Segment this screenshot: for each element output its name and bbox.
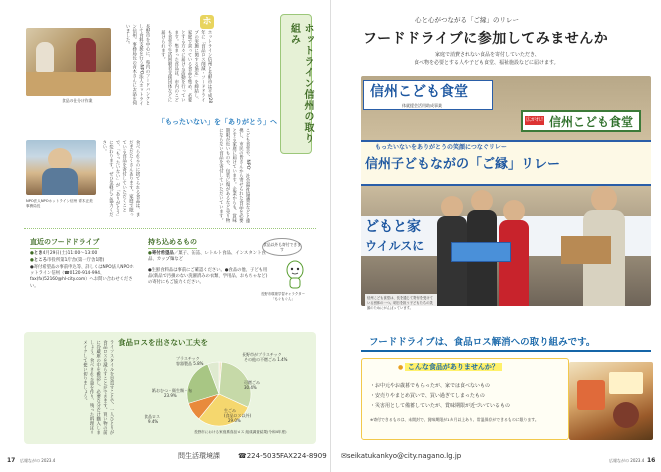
center-fold xyxy=(330,0,331,472)
pie-label-8: 生ごみ xyxy=(224,408,236,413)
loss-section-text: ライフスタイルを見直すことで、一人ひとりが食品ロスを減らすことができます。買い物の前に冷蔵庫の中を確認し、必要な分だけ購入しましょう。食べきれる量を作り、残った料理はリメイクして使い切りましょう。 xyxy=(82,340,114,435)
footer-fax: FAX224-8909 xyxy=(280,452,327,460)
right-banner-text: 信州こども食堂 xyxy=(549,115,634,129)
such-case-box xyxy=(361,358,569,440)
banner-sub: 体就援会活用助成事業 xyxy=(402,103,442,108)
relay-banner xyxy=(361,140,651,186)
photo-caption-box xyxy=(365,294,437,316)
recent-fd-place: ●ところ市役所第1庁舎(第一庁舎1階) xyxy=(30,258,105,263)
right-subtitle: 心と心がつながる「ご縁」のリレー xyxy=(415,16,519,24)
bring-title: 持ち込めるもの xyxy=(148,238,197,249)
people-group xyxy=(441,186,641,306)
kodomo-shokudo-photo xyxy=(361,76,651,306)
right-column-text: こども食堂や、NPO、社会福祉協議会などと連携し、市民の皆さんから寄せられた食品を必要とする家庭に届けています。企業からも、賞味期限が近いものや、包装に傷があるなど売り物にならない食品を寄付していただいています。 xyxy=(218,128,250,224)
pie-label-0: 長野市がプラスチック xyxy=(242,352,282,357)
mascot-bubble xyxy=(262,238,302,256)
right-pub: 広報ながの 2023.4 xyxy=(609,458,645,463)
right-desc-2: 食べ物を必要とする人や子ども食堂、福祉施設などに届けます。 xyxy=(414,60,559,66)
bullet-3: ・災害用として備蓄していたが、賞味期限が近づいているもの xyxy=(370,403,511,409)
pie-label-9: (食品ロス以外) xyxy=(224,413,252,418)
footer-dept: 問生活環境課 xyxy=(178,452,220,460)
recent-fd-title: 直近のフードドライブ xyxy=(30,238,99,249)
mascot-caption: 長野市環境学習キャラクター「もぐもぐん」 xyxy=(260,292,305,301)
fd-heading xyxy=(361,337,651,352)
right-page-number: 16 xyxy=(647,457,656,464)
banner-small: 広がれ! xyxy=(526,117,544,123)
bring-items-label: 寄付希望品 xyxy=(151,251,174,256)
aoki-caption: NPO法人NPOホットライン信州 青木正美 事務局長 xyxy=(26,199,93,209)
bottom-banner-2: ウイルスに xyxy=(365,239,425,253)
pie-footer: 長野市における家庭系食品ロス 組成調査結果(令和4年度) xyxy=(194,430,287,434)
main-column-text: ホットライン信州と長野市は平成28年に「食品ロス削減・フードドライブの実施に関する協定」を締結し、家庭で余っている食品を集め、必要とする方々に届ける活動を行っています。集まった食品は、市内のこども食堂や生活困窮者支援団体などに届けられます。 xyxy=(160,30,212,104)
section-divider xyxy=(24,228,316,229)
apple-icon: ホ xyxy=(200,15,214,29)
right-title: フードドライブに参加してみませんか xyxy=(363,31,609,47)
bring-notes: ●生鮮食料品は事前にご確認ください。●食品の他、子ども用品(新品で汚損のない洗濯済みの衣類、学用品、おもちゃなど)の寄付にもご協力ください。 xyxy=(148,268,268,286)
loss-section xyxy=(24,332,316,444)
food-loss-pie-chart xyxy=(124,348,314,440)
hotline-title-box xyxy=(280,14,312,154)
aoki-text: 食べられるのに捨てられる食品は、まだまだたくさんあります。家庭で眠っている食品を寄付していただくことで、「もったいない」が「ありがとう」に変わります。ぜひ気軽にご協力ください。 xyxy=(101,140,140,219)
pie-label-12: 9.4% xyxy=(148,419,159,424)
banner-main-text: 信州こども食堂 xyxy=(370,84,468,100)
recent-fd-date: ●とき4月29日(土)11:00〜13:00 xyxy=(30,251,98,256)
date-value: 4月29日(土)11:00〜13:00 xyxy=(42,251,98,256)
footer-phone: ☎224-5035 xyxy=(238,452,281,460)
date-label: とき xyxy=(33,251,43,256)
hotline-title: ホットライン信州の取り組み xyxy=(288,23,313,144)
bullet-2: ・安売りやまとめ買いで、買い過ぎてしまったもの xyxy=(370,393,485,399)
food-items-photo xyxy=(569,362,653,440)
fd-heading-text: フードドライブは、食品ロス解消への取り組みです。 xyxy=(369,337,596,348)
bullet-1: ・お中元やお歳暮でもらったが、家では食べないもの xyxy=(370,383,491,389)
intro-text: 長野市を中心に、県内のフードバンクとして食料支援を行うNPO法人ホットライン信州。事務局長の青木さんにお話を伺いました。 xyxy=(125,24,150,106)
pie-label-4: 可燃ごみ xyxy=(244,380,260,385)
bottom-banner-1: どもと家 xyxy=(365,219,421,235)
sorting-photo xyxy=(26,28,111,96)
place-label: ところ xyxy=(33,258,48,263)
pie-label-7: 23.9% xyxy=(164,393,177,398)
pie-label-5: 30.4% xyxy=(244,385,257,390)
recent-fd-note: ●寄付希望品の事前申込等、詳しくはNPO法人NPOホットライン信州（☎0120-914-994、fax(fx)52160@hl-city.com）へお問い合わせください。 xyxy=(30,265,134,289)
right-desc-1: 家庭で消費されない食品を寄付していただき、 xyxy=(435,52,540,58)
pie-label-3: 容器製品 5.8% xyxy=(176,361,204,366)
left-page-number: 17 xyxy=(7,457,16,464)
right-page xyxy=(331,0,661,472)
pie-label-2: プラスチック xyxy=(176,356,200,361)
bring-items-text: ／菓子、缶詰、レトルト食品、インスタント食品、カップ麺など xyxy=(148,251,266,263)
left-pub: 広報ながの 2023.4 xyxy=(20,458,56,463)
banner-main xyxy=(363,80,493,110)
pie-label-1: その他の不燃ごみ 1.4% xyxy=(244,357,288,362)
place-value: 市役所第1庁舎(第一庁舎1階) xyxy=(47,258,105,263)
photo-caption: 信州こども食堂は、長を通じて寄付を受けている団体の一つ。明日を担う子どもたちの笑顔のためにがんばっています。 xyxy=(367,296,433,310)
aoki-photo xyxy=(26,140,96,195)
pie-label-11: 食品ロス xyxy=(144,414,160,419)
mascot-bubble-text: 食品以外も寄付できます xyxy=(263,242,301,253)
left-page xyxy=(0,0,330,472)
right-sign xyxy=(521,110,641,132)
such-case-question: ● こんな食品がありませんか？ xyxy=(398,363,502,372)
footer-email: ✉seikatukankyo@city.nagano.lg.jp xyxy=(341,452,462,460)
loss-section-title: 食品ロスを出さない工夫を xyxy=(118,338,208,347)
banner-relay: 信州子どもながの「ご縁」リレー xyxy=(365,157,561,172)
banner-motto: もったいないをありがとうの笑顔につなぐリレー xyxy=(375,144,507,151)
pie-label-6: 紙おむつ・衛生類・布 xyxy=(152,388,192,393)
such-case-question-text: こんな食品がありませんか？ xyxy=(405,363,502,371)
mascot-icon xyxy=(283,260,307,290)
bring-items: ●寄付希望品／菓子、缶詰、レトルト食品、インスタント食品、カップ麺など xyxy=(148,251,266,263)
pie-label-10: 29.0% xyxy=(228,418,241,423)
arigatou-heading: 「もったいない」を「ありがとう」へ xyxy=(158,118,277,126)
sorting-photo-caption: 食品の仕分け作業 xyxy=(62,98,93,103)
bullet-note: ※寄付できるものは、未開封で、賞味期限が1カ月以上あり、常温保存ができるものに限ります。 xyxy=(370,417,539,422)
